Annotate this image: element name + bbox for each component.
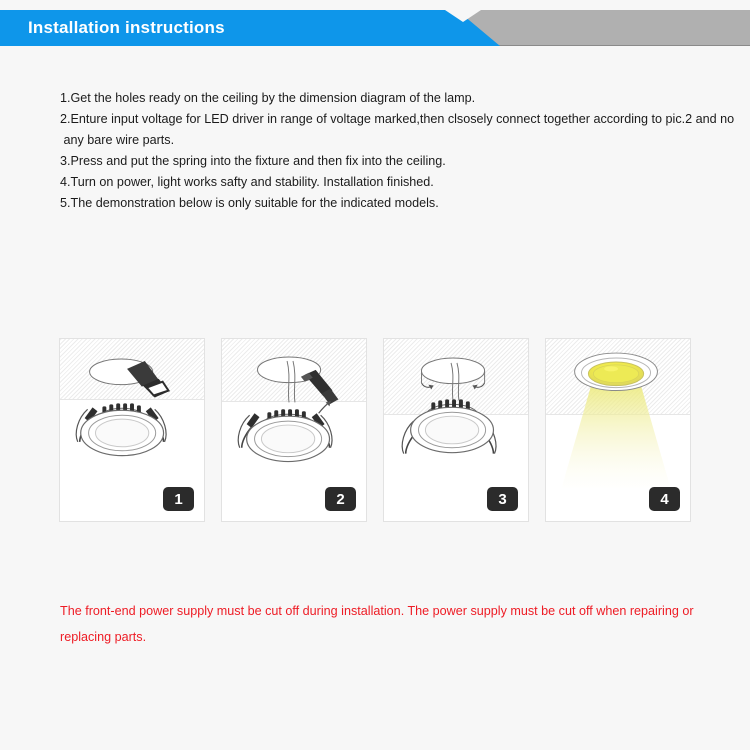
step-badge: 2 — [325, 487, 356, 511]
downlight-fixture — [402, 399, 496, 453]
insert-arrow-icon — [319, 401, 331, 413]
instruction-line: 2.Enture input voltage for LED driver in range of voltage marked,then clsosely connect together according to pic.2 and no — [60, 112, 735, 126]
instruction-line: any bare wire parts. — [60, 133, 175, 147]
light-glow-icon — [575, 353, 658, 390]
light-beam — [562, 385, 670, 488]
step-panel-3 — [383, 338, 529, 522]
instruction-line: 3.Press and put the spring into the fixture and then fix into the ceiling. — [60, 154, 446, 168]
instruction-line: 1.Get the holes ready on the ceiling by the dimension diagram of the lamp. — [60, 91, 476, 105]
downlight-fixture — [76, 403, 166, 455]
step-panel-4 — [545, 338, 691, 522]
warning-line: The front-end power supply must be cut off during installation. The power supply must be cut off when repairing or — [60, 604, 694, 618]
step-badge: 1 — [163, 487, 194, 511]
instructions-list — [60, 88, 735, 214]
screwdriver-icon — [301, 370, 338, 405]
warning-note — [60, 598, 700, 650]
instruction-line: 5.The demonstration below is only suitable for the indicated models. — [60, 196, 439, 210]
step-panel-2 — [221, 338, 367, 522]
instruction-line: 4.Turn on power, light works safty and stability. Installation finished. — [60, 175, 434, 189]
downlight-fixture — [238, 409, 332, 461]
step-badge: 3 — [487, 487, 518, 511]
page-title: Installation instructions — [28, 18, 225, 37]
step-panel-1 — [59, 338, 205, 522]
warning-line: replacing parts. — [60, 630, 147, 644]
step-panels — [59, 338, 691, 522]
page-header — [0, 10, 750, 46]
step-badge: 4 — [649, 487, 680, 511]
